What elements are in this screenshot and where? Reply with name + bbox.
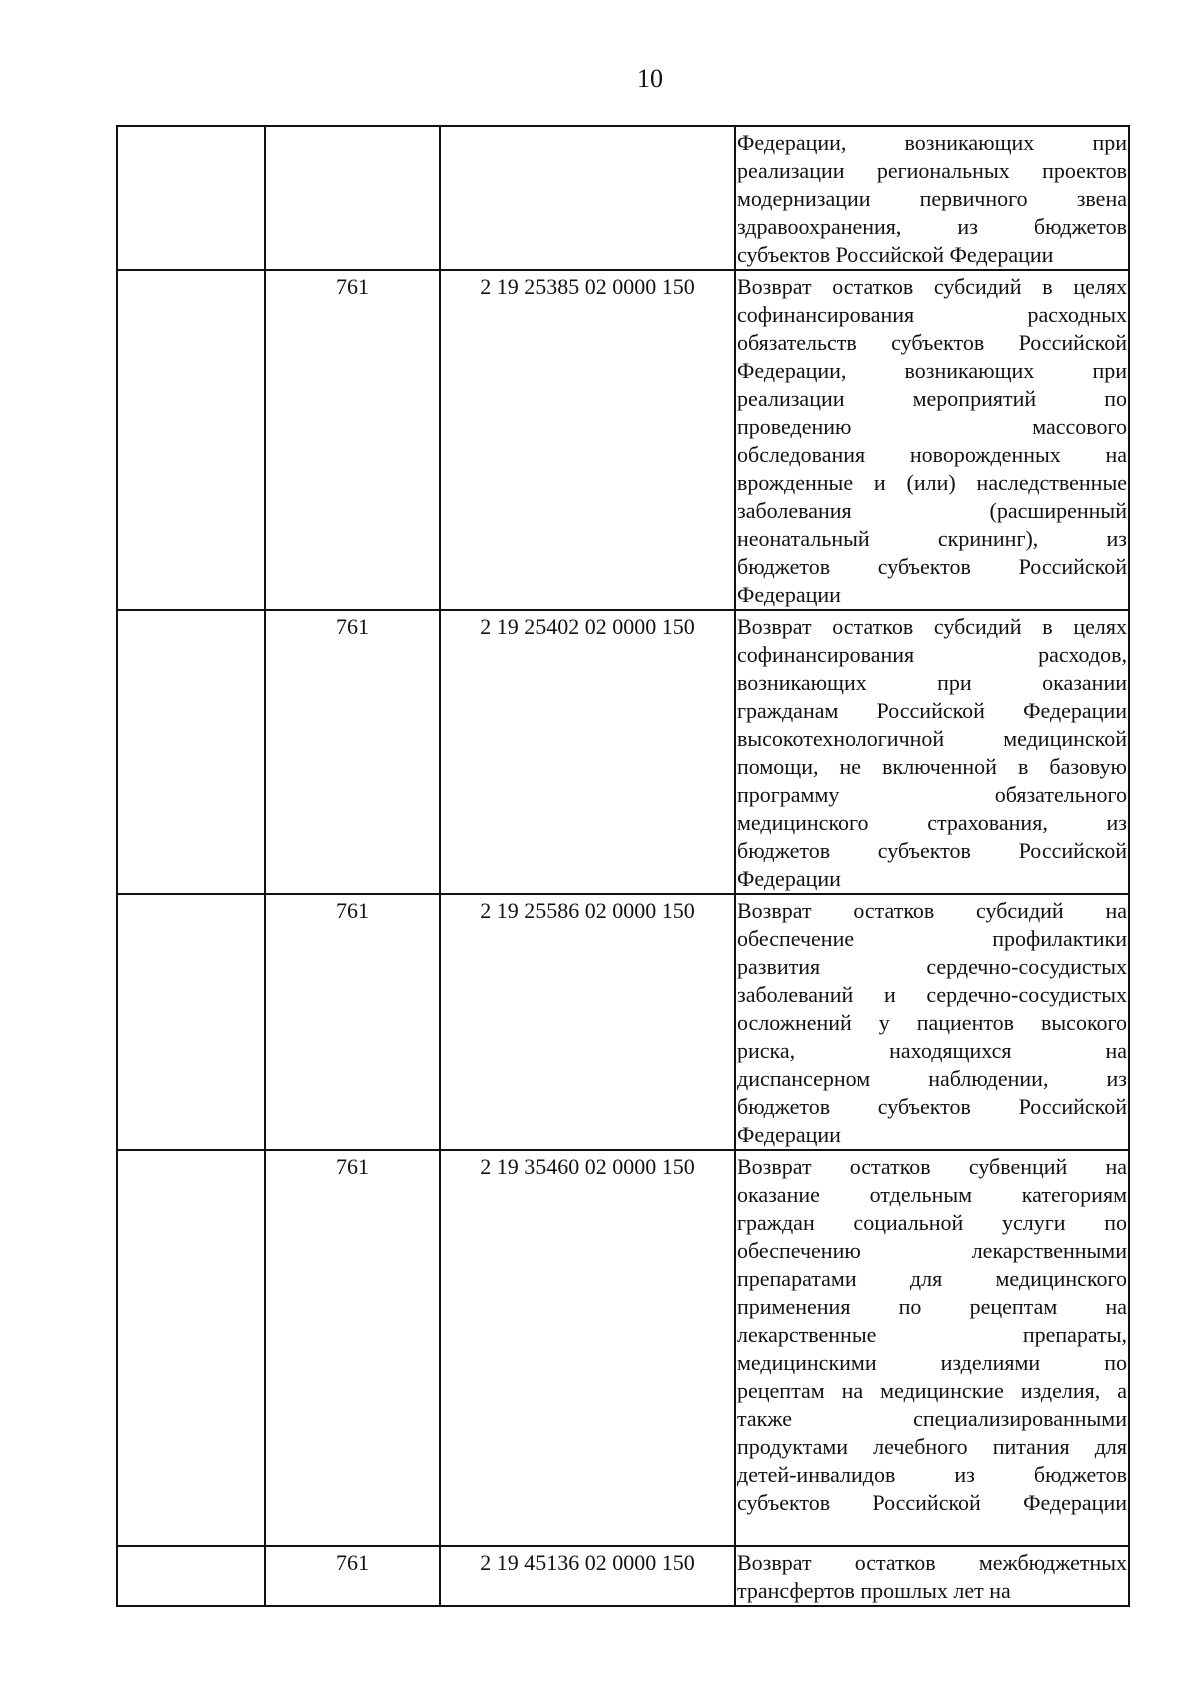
description-line: трансфертов прошлых лет на [737,1578,1011,1603]
kbk-code-cell: 2 19 35460 02 0000 150 [440,1150,735,1546]
description-line: Возврат остатков субсидий в целях [737,274,1127,299]
description-line: заболеваний и сердечно-сосудистых [737,982,1127,1007]
description-line: риска, находящихся на [737,1038,1127,1063]
description-line: также специализированными [737,1406,1127,1431]
admin-code-cell: 761 [265,1546,440,1606]
description-line: Федерации, возникающих при [737,130,1127,155]
description-cell [735,126,1129,270]
description-line: возникающих при оказании [737,670,1127,695]
description-line: обследования новорожденных на [737,442,1127,467]
description-line: бюджетов субъектов Российской [737,838,1127,863]
description-line: проведению массового [737,414,1127,439]
description-line: Возврат остатков межбюджетных [737,1550,1127,1575]
empty-cell [117,610,265,894]
table-row [117,894,1129,1150]
empty-cell [117,1546,265,1606]
table-body [117,126,1129,1606]
description-line: бюджетов субъектов Российской [737,554,1127,579]
description-line [737,1517,1127,1545]
description-line: Федерации [737,1122,841,1147]
admin-code-cell: 761 [265,894,440,1150]
description-line: обязательств субъектов Российской [737,330,1127,355]
description-line: развития сердечно-сосудистых [737,954,1127,979]
description-line: помощи, не включенной в базовую [737,754,1127,779]
description-line: Возврат остатков субсидий в целях [737,614,1127,639]
description-line: препаратами для медицинского [737,1266,1127,1291]
empty-cell [117,894,265,1150]
description-line: здравоохранения, из бюджетов [737,214,1127,239]
description-line: медицинскими изделиями по [737,1350,1127,1375]
kbk-code-cell: 2 19 45136 02 0000 150 [440,1546,735,1606]
description-line: обеспечение профилактики [737,926,1127,951]
description-line: реализации региональных проектов [737,158,1127,183]
table-row [117,610,1129,894]
table-row [117,1150,1129,1546]
description-line: граждан социальной услуги по [737,1210,1127,1235]
description-cell [735,1546,1129,1606]
description-line: Возврат остатков субсидий на [737,898,1127,923]
empty-cell [117,1150,265,1546]
description-line: Возврат остатков субвенций на [737,1154,1127,1179]
description-line: Федерации [737,866,841,891]
description-line: высокотехнологичной медицинской [737,726,1127,751]
description-line: лекарственные препараты, [737,1322,1127,1347]
admin-code-cell: 761 [265,1150,440,1546]
description-line: обеспечению лекарственными [737,1238,1127,1263]
description-line: модернизации первичного звена [737,186,1127,211]
description-line: применения по рецептам на [737,1294,1127,1319]
description-line: медицинского страхования, из [737,810,1127,835]
description-line: рецептам на медицинские изделия, а [737,1378,1127,1403]
description-line: детей-инвалидов из бюджетов [737,1462,1127,1487]
admin-code-cell: 761 [265,270,440,610]
page-number: 10 [637,64,663,93]
description-line: осложнений у пациентов высокого [737,1010,1127,1035]
description-line: Федерации, возникающих при [737,358,1127,383]
empty-cell [117,126,265,270]
table-row [117,270,1129,610]
description-line: гражданам Российской Федерации [737,698,1127,723]
table-row [117,1546,1129,1606]
description-line: заболевания (расширенный [737,498,1127,523]
admin-code-cell: 761 [265,610,440,894]
description-line: программу обязательного [737,782,1127,807]
description-line: оказание отдельным категориям [737,1182,1127,1207]
description-line: диспансерном наблюдении, из [737,1066,1127,1091]
kbk-code-cell: 2 19 25586 02 0000 150 [440,894,735,1150]
description-line: субъектов Российской Федерации [737,242,1054,267]
budget-code-table [116,125,1130,1607]
kbk-code-cell: 2 19 25402 02 0000 150 [440,610,735,894]
description-cell [735,1150,1129,1546]
description-line: врожденные и (или) наследственные [737,470,1127,495]
kbk-code-cell [440,126,735,270]
description-line: Федерации [737,582,841,607]
table-row [117,126,1129,270]
description-cell [735,610,1129,894]
admin-code-cell [265,126,440,270]
description-line: продуктами лечебного питания для [737,1434,1127,1459]
description-cell [735,270,1129,610]
kbk-code-cell: 2 19 25385 02 0000 150 [440,270,735,610]
description-line: реализации мероприятий по [737,386,1127,411]
empty-cell [117,270,265,610]
description-line: неонатальный скрининг), из [737,526,1127,551]
description-cell [735,894,1129,1150]
description-line: субъектов Российской Федерации [737,1490,1127,1515]
description-line: бюджетов субъектов Российской [737,1094,1127,1119]
description-line: софинансирования расходов, [737,642,1127,667]
description-line: софинансирования расходных [737,302,1127,327]
